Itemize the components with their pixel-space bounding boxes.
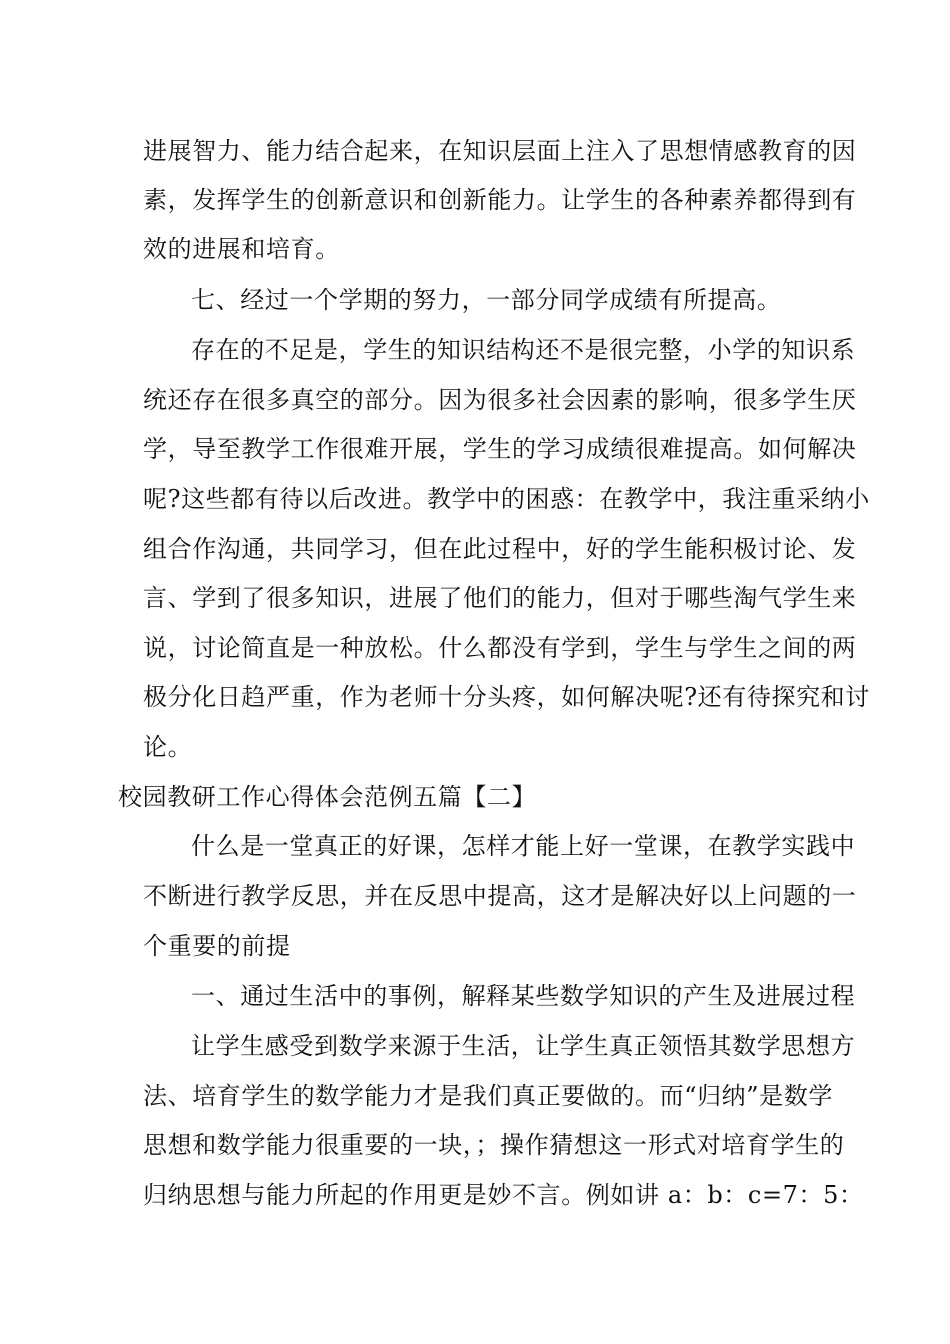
paragraph-line: 归纳思想与能力所起的作用更是妙不言。例如讲 a：b：c=7：5： xyxy=(143,1181,864,1209)
paragraph-line: 极分化日趋严重，作为老师十分头疼，如何解决呢?还有待探究和讨 xyxy=(143,683,870,711)
paragraph-line: 不断进行教学反思，并在反思中提高，这才是解决好以上问题的一 xyxy=(143,882,857,910)
paragraph-line: 个重要的前提 xyxy=(143,932,291,960)
paragraph-line: 统还存在很多真空的部分。因为很多社会因素的影响，很多学生厌 xyxy=(143,386,857,414)
paragraph-line: 让学生感受到数学来源于生活，让学生真正领悟其数学思想方 xyxy=(191,1032,856,1060)
paragraph-line: 法、培育学生的数学能力才是我们真正要做的。而“归纳”是数学 xyxy=(143,1082,833,1110)
paragraph-line: 说，讨论简直是一种放松。什么都没有学到，学生与学生之间的两 xyxy=(143,634,857,662)
paragraph-line: 进展智力、能力结合起来，在知识层面上注入了思想情感教育的因 xyxy=(143,137,857,165)
paragraph-line: 思想和数学能力很重要的一块，；操作猜想这一形式对培育学生的 xyxy=(143,1131,845,1159)
paragraph-line: 言、学到了很多知识，进展了他们的能力，但对于哪些淘气学生来 xyxy=(143,584,857,612)
paragraph-line: 学，导至教学工作很难开展，学生的学习成绩很难提高。如何解决 xyxy=(143,435,857,463)
paragraph-line: 组合作沟通，共同学习，但在此过程中，好的学生能积极讨论、发 xyxy=(143,535,857,563)
paragraph-line: 论。 xyxy=(143,733,193,761)
paragraph-line: 素，发挥学生的创新意识和创新能力。让学生的各种素养都得到有 xyxy=(143,186,857,214)
paragraph-line: 呢?这些都有待以后改进。教学中的困惑：在教学中，我注重采纳小 xyxy=(143,485,870,513)
paragraph-line: 存在的不足是，学生的知识结构还不是很完整，小学的知识系 xyxy=(191,336,856,364)
paragraph-line: 什么是一堂真正的好课，怎样才能上好一堂课，在教学实践中 xyxy=(191,832,856,860)
paragraph-line: 效的进展和培育。 xyxy=(143,235,340,263)
section-heading: 校园教研工作心得体会范例五篇【二】 xyxy=(118,783,537,811)
paragraph-line: 七、经过一个学期的努力，一部分同学成绩有所提高。 xyxy=(191,286,782,314)
paragraph-line: 一、通过生活中的事例，解释某些数学知识的产生及进展过程 xyxy=(191,982,856,1010)
